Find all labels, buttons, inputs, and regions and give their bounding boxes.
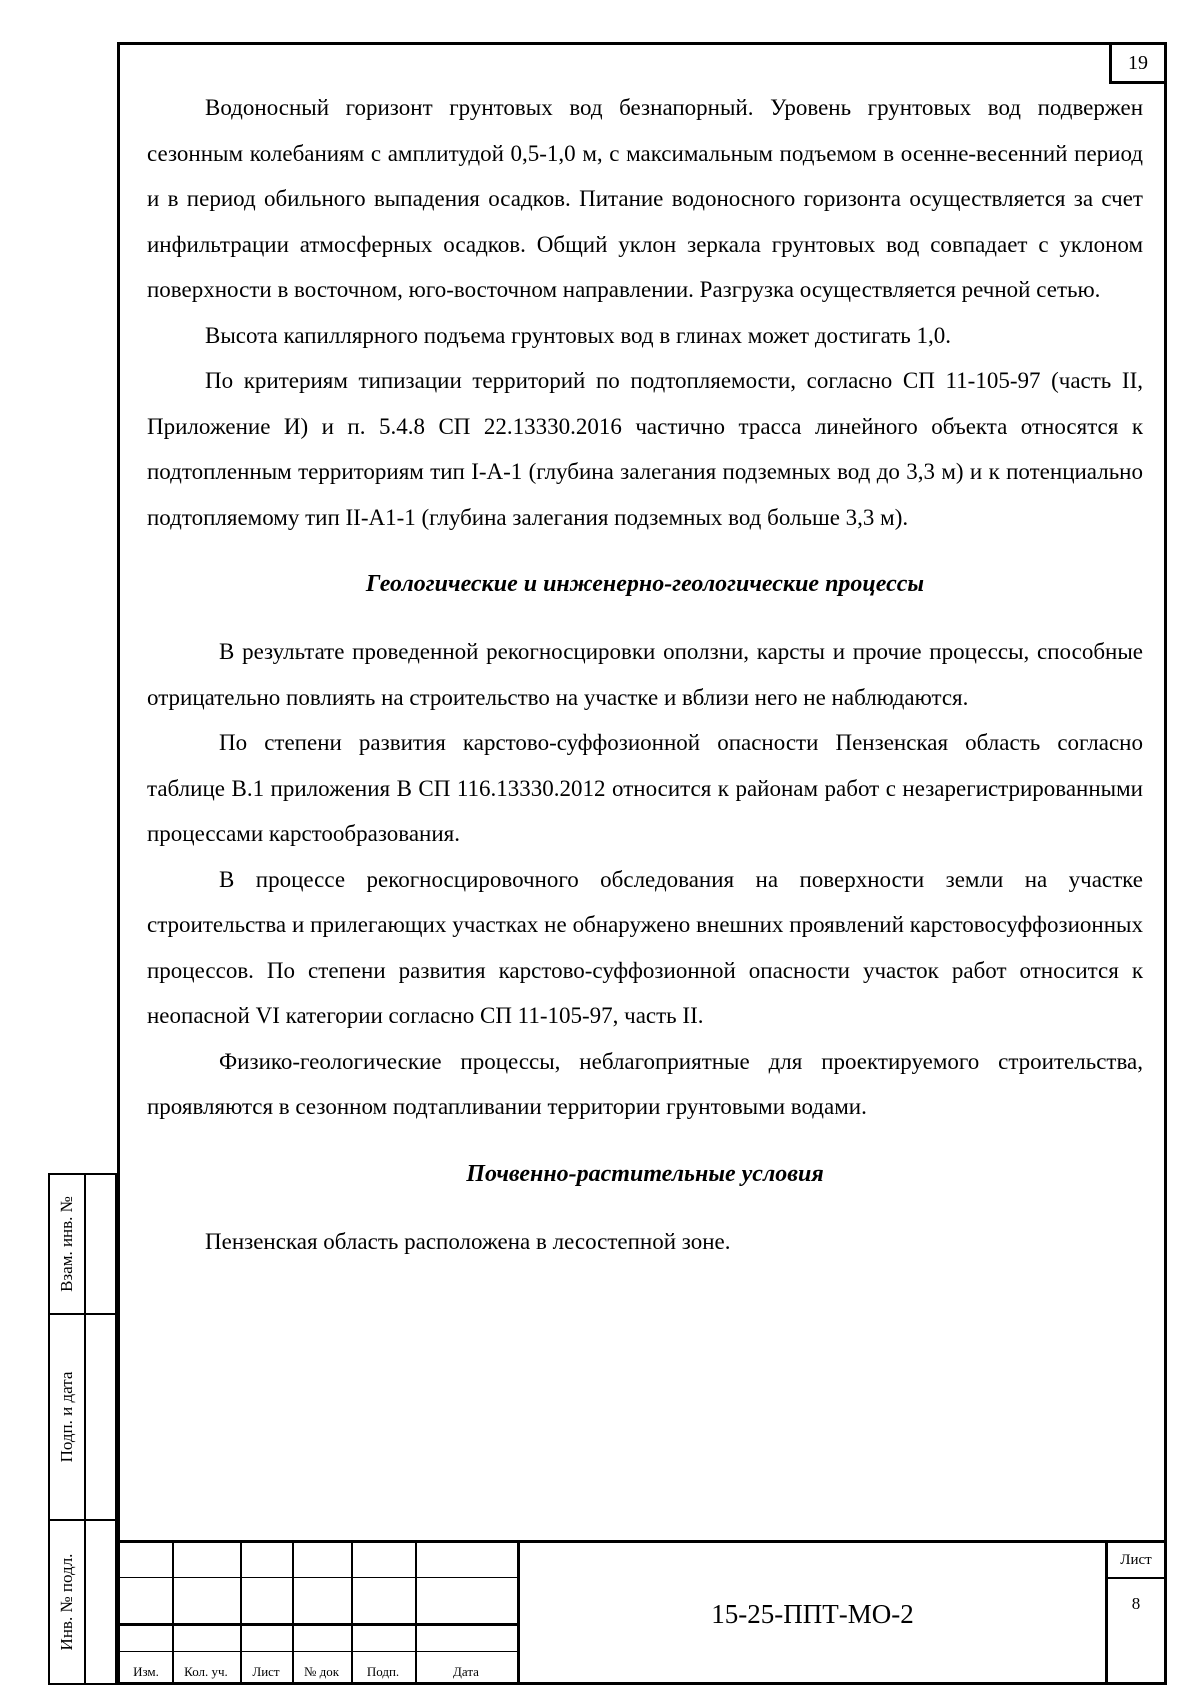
stamp-podp-data-label: Подп. и дата [57, 1371, 76, 1463]
stamp-vzam-inv-label: Взам. инв. № [57, 1196, 76, 1292]
col-ndok-label: № док [303, 1664, 340, 1679]
col-kol-uch-label: Кол. уч. [184, 1664, 228, 1679]
sheet-cell [1105, 1543, 1164, 1682]
page-number: 19 [1109, 42, 1167, 84]
paragraph: Пензенская область расположена в лесостепной зоне. [205, 1228, 731, 1254]
col-podp-label: Подп. [366, 1664, 400, 1679]
section-heading-geological-processes: Геологические и инженерно-геологические процессы [365, 571, 925, 597]
title-block [120, 1540, 1164, 1682]
document-body [147, 85, 1143, 1264]
paragraph: Водоносный горизонт грунтовых вод безнапорный. Уровень грунтовых вод подвержен сезонным колебаниям с амплитудой 0,5-1,0 м, с максимальным подъемом в осенне-весенний период и в период обильного выпадения осадков. Питание водоносного горизонта осуществляется за счет инфильтрации атмосферных осадков. Общий уклон зеркала грунтовых вод совпадает с уклоном поверхности в восточном, юго-восточном направлении. Разгрузка осуществляется речной сетью. [147, 95, 1143, 302]
paragraph: В процессе рекогносцировочного обследования на поверхности земли на участке строительства и прилегающих участках не обнаружено внешних проявлений карстовосуффозионных процессов. По степени развития карстово-суффозионной опасности участок работ относится к неопасной VI категории согласно СП 11-105-97, часть II. [147, 866, 1143, 1028]
sheet-label: Лист [1108, 1543, 1164, 1579]
stamp-vzam-inv [48, 1173, 117, 1315]
paragraph: В результате проведенной рекогносцировки оползни, карсты и прочие процессы, способные отрицательно повлиять на строительство на участке и вблизи него не наблюдаются. [147, 639, 1143, 710]
paragraph: Физико-геологические процессы, неблагоприятные для проектируемого строительства, проявляются в сезонном подтапливании территории грунтовыми водами. [147, 1048, 1143, 1119]
document-code: 15-25-ППТ-МО-2 [517, 1543, 1105, 1682]
paragraph: По степени развития карстово-суффозионной опасности Пензенская область согласно таблице В.1 приложения В СП 116.13330.2012 относится к районам работ с незарегистрированными процессами карстообразования. [147, 730, 1143, 846]
stamp-podp-data [48, 1313, 117, 1521]
stamp-inv-podl [48, 1519, 117, 1685]
paragraph: По критериям типизации территорий по подтопляемости, согласно СП 11-105-97 (часть II, Приложение И) и п. 5.4.8 СП 22.13330.2016 частично трасса линейного объекта относятся к подтопленным территориям тип I-А-1 (глубина залегания подземных вод до 3,3 м) и к потенциально подтопляемому тип II-А1-1 (глубина залегания подземных вод больше 3,3 м). [147, 368, 1143, 530]
page-frame [117, 42, 1167, 1685]
paragraph: Высота капиллярного подъема грунтовых вод в глинах может достигать 1,0. [205, 322, 952, 348]
sheet-number: 8 [1131, 1594, 1141, 1613]
col-data-label: Дата [453, 1664, 479, 1679]
revision-grid [120, 1543, 517, 1682]
section-heading-soil-vegetation: Почвенно-растительные условия [466, 1160, 824, 1187]
col-izm-label: Изм. [133, 1664, 159, 1679]
col-list-label: Лист [252, 1664, 280, 1679]
stamp-inv-podl-label: Инв. № подл. [57, 1553, 76, 1651]
